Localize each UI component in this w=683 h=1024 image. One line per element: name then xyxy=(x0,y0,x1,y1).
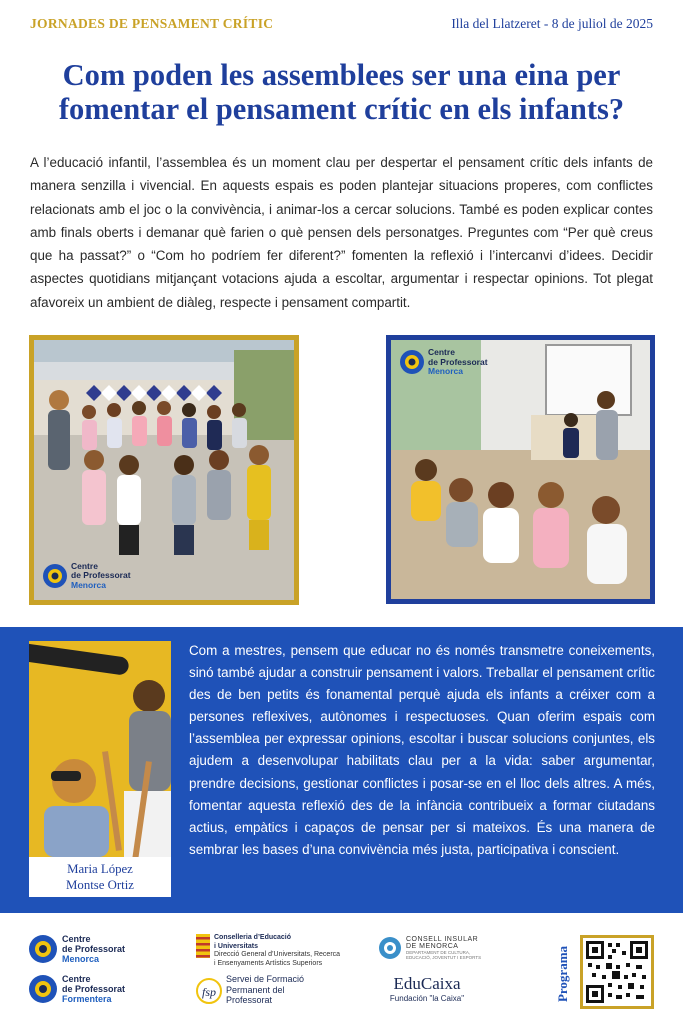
conselleria-logo xyxy=(196,934,340,968)
cep-formentera-logo xyxy=(28,974,125,1004)
author-name-1: Maria López xyxy=(67,862,133,876)
cep-formentera-line-1: Centre xyxy=(62,974,91,984)
authors-names xyxy=(29,857,171,897)
outdoor-assembly-photo xyxy=(29,335,299,605)
sfpp-logo-icon xyxy=(196,974,222,1008)
author-name-2: Montse Ortiz xyxy=(66,878,134,892)
program-qr-code[interactable] xyxy=(580,935,654,1009)
cep-logo-icon xyxy=(42,563,68,589)
indoor-assembly-photo xyxy=(386,335,655,604)
badge-line-3: Menorca xyxy=(71,579,106,590)
fundacio-text: Fundación "la Caixa" xyxy=(389,994,465,1003)
consell-emblem-icon xyxy=(378,936,402,960)
conselleria-line-3: Direcció General d’Universitats, Recerca xyxy=(214,951,341,958)
event-name: JORNADES DE PENSAMENT CRÍTIC xyxy=(30,16,274,31)
authors-illustration xyxy=(29,641,171,857)
consell-line-1: CONSELL INSULAR xyxy=(406,936,479,943)
qr-code-icon xyxy=(586,941,648,1003)
sfpp-logo xyxy=(196,974,304,1008)
page-title xyxy=(20,58,663,126)
cep-logo-icon xyxy=(399,349,425,375)
photo2-cep-badge xyxy=(399,348,488,377)
cep-logo-icon xyxy=(28,974,58,1004)
cep-formentera-line-3: Formentera xyxy=(62,994,112,1004)
sfpp-line-3: Professorat xyxy=(226,995,273,1005)
badge-line-3: Menorca xyxy=(428,366,463,376)
sfpp-line-2: Permanent del xyxy=(226,984,285,995)
cep-menorca-line-1: Centre xyxy=(62,934,91,944)
cep-menorca-logo xyxy=(28,934,125,964)
sfpp-mark: fsp xyxy=(201,985,217,999)
teachers-statement: Com a mestres, pensem que educar no és només transmetre coneixements, sinó també ajudar a construir pensament i valors. Treballar el pensament crític des de ben petits és fonamental perquè ajuda els infants a créixer com a persones reflexives, autònomes i respectuoses. Quan oferim espais com l’assemblea per expressar opinions, escoltar i buscar solucions conjuntes, els ajudem a desenvolupar habilitats clau per a la vida: saber argumentar, prendre decisions, gestionar conflictes i posar-se en el lloc dels altres. A més, fomentar aquesta reflexió des de la infància contribueix a formar ciutadans actius, empàtics i capaços de pensar per si mateixos. És una manera de sembrar les bases d’una convivència més justa, participativa i conscient. xyxy=(189,643,655,857)
consell-line-2: DE MENORCA xyxy=(406,943,459,950)
indoor-scene-illustration xyxy=(391,340,650,599)
title-line-2: fomentar el pensament crític en els infants? xyxy=(58,92,625,126)
conselleria-line-2: i Universitats xyxy=(214,942,258,950)
authors-portrait xyxy=(29,641,171,897)
photo1-cep-badge xyxy=(42,562,131,591)
consell-insular-logo xyxy=(378,936,490,960)
educaixa-text: EduCaixa xyxy=(393,974,461,993)
cep-menorca-line-2: de Professorat xyxy=(62,944,126,954)
title-line-1: Com poden les assemblees ser una eina per xyxy=(62,58,621,92)
badge-line-2: de Professorat xyxy=(428,356,488,367)
header-bar xyxy=(30,14,653,34)
cep-logo-icon xyxy=(28,934,58,964)
place-date: Illa del Llatzeret - 8 de juliol de 2025 xyxy=(451,16,653,31)
conselleria-line-4: i Ensenyaments Artístics Superiors xyxy=(214,959,323,967)
cep-formentera-line-2: de Professorat xyxy=(62,984,126,994)
balearic-flag-icon xyxy=(196,934,210,958)
intro-paragraph: A l’educació infantil, l’assemblea és un moment clau per despertar el pensament crític dels infants de manera senzilla i vivencial. En aquests espais es poden plantejar situacions properes, com conflictes relacionats amb el joc o la convivència, i animar-los a cercar solucions. També es poden explicar contes amb finals oberts i demanar què farien o què pensen dels personatges. Preguntes com “Per què creus que ha passat?” o “Com ho podríem fer diferent?” fomenten la reflexió i l’intercanvi d’idees. Decidir aspectes quotidians mitjançant votacions ajuda a escoltar, argumentar i respectar opinions. Tot plegat afavoreix un ambient de diàleg, respecte i pensament compartit. xyxy=(30,155,653,310)
cep-menorca-line-3: Menorca xyxy=(62,954,100,964)
consell-line-3: DEPARTAMENT DE CULTURA, EDUCACIÓ, JOVENTUT I ESPORTS xyxy=(406,950,482,960)
badge-line-1: Centre xyxy=(428,347,455,357)
programa-text: Programa xyxy=(555,945,570,1003)
educaixa-logo xyxy=(384,974,470,1003)
badge-line-1: Centre xyxy=(71,560,98,571)
conselleria-line-1: Conselleria d’Educació xyxy=(214,934,292,941)
sfpp-line-1: Servei de Formació xyxy=(226,974,305,984)
programa-label xyxy=(553,936,573,1012)
badge-line-2: de Professorat xyxy=(71,570,131,580)
